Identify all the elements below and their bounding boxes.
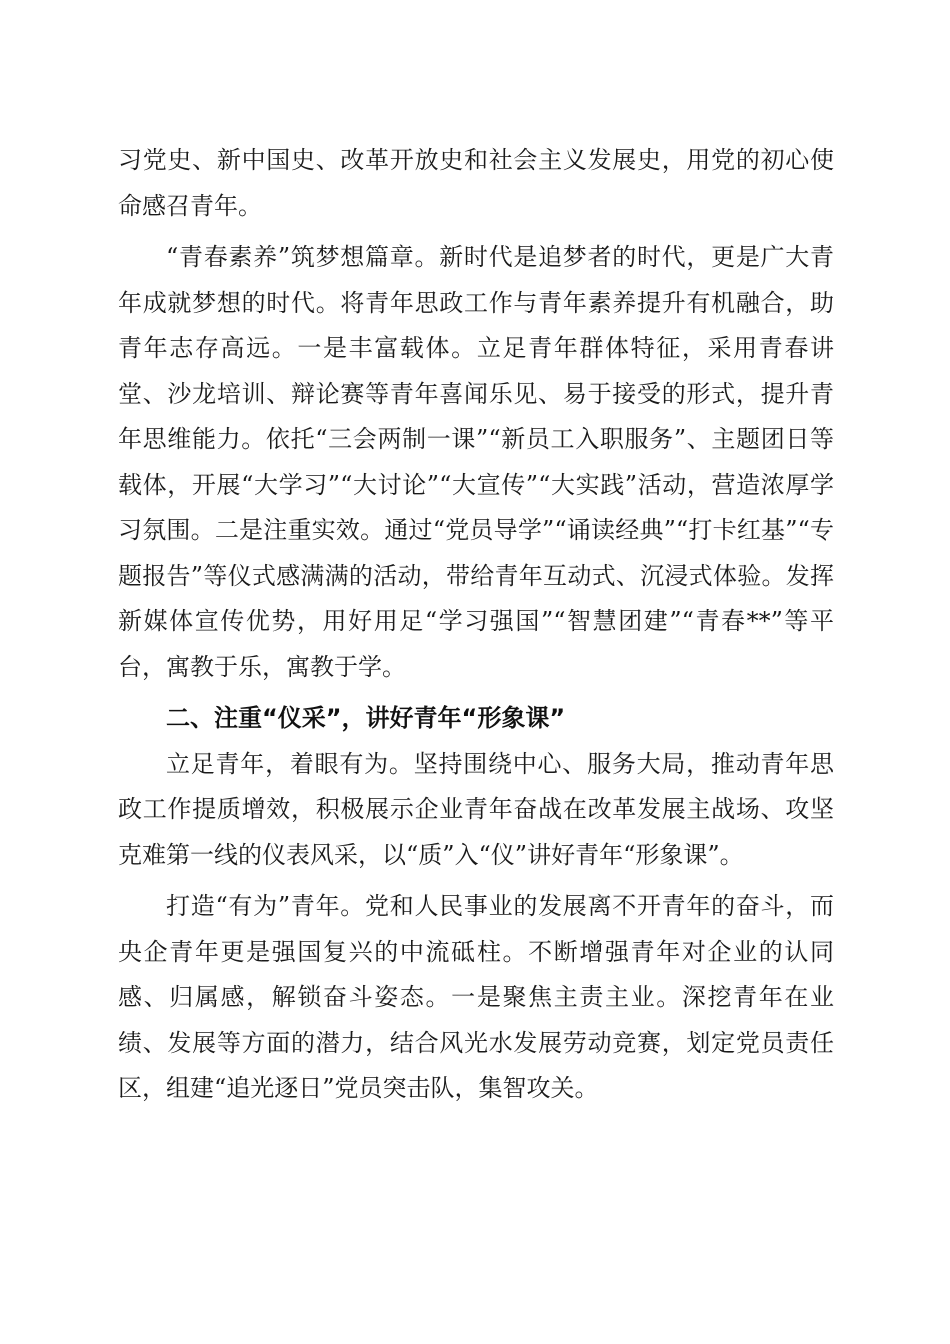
paragraph-youth-literacy: “青春素养”筑梦想篇章。新时代是追梦者的时代，更是广大青年成就梦想的时代。将青年思政工作与青年素养提升有机融合，助青年志存高远。一是丰富载体。立足青年群体特征，采用青春讲堂、沙龙培训、辩论赛等青年喜闻乐见、易于接受的形式，提升青年思维能力。依托“三会两制一课”“新员工入职服务”、主题团日等载体，开展“大学习”“大讨论”“大宣传”“大实践”活动，营造浓厚学习氛围。二是注重实效。通过“党员导学”“诵读经典”“打卡红基”“专题报告”等仪式感满满的活动，带给青年互动式、沉浸式体验。发挥新媒体宣传优势，用好用足“学习强国”“智慧团建”“青春**”等平台，寓教于乐，寓教于学。 [118,243,834,681]
section-heading: 二、注重“仪采”，讲好青年“形象课” [166,704,566,732]
paragraph-section-intro: 立足青年，着眼有为。坚持围绕中心、服务大局，推动青年思政工作提质增效，积极展示企业青年奋战在改革发展主战场、攻坚克难第一线的仪表风采，以“质”入“仪”讲好青年“形象课”。 [118,749,834,869]
paragraph-promising-youth: 打造“有为”青年。党和人民事业的发展离不开青年的奋斗，而央企青年更是强国复兴的中流砥柱。不断增强青年对企业的认同感、归属感，解锁奋斗姿态。一是聚焦主责主业。深挖青年在业绩、发展等方面的潜力，结合风光水发展劳动竞赛，划定党员责任区，组建“追光逐日”党员突击队，集智攻关。 [118,892,834,1102]
paragraph-continuation: 习党史、新中国史、改革开放史和社会主义发展史，用党的初心使命感召青年。 [118,146,834,220]
document-body [118,138,834,1112]
